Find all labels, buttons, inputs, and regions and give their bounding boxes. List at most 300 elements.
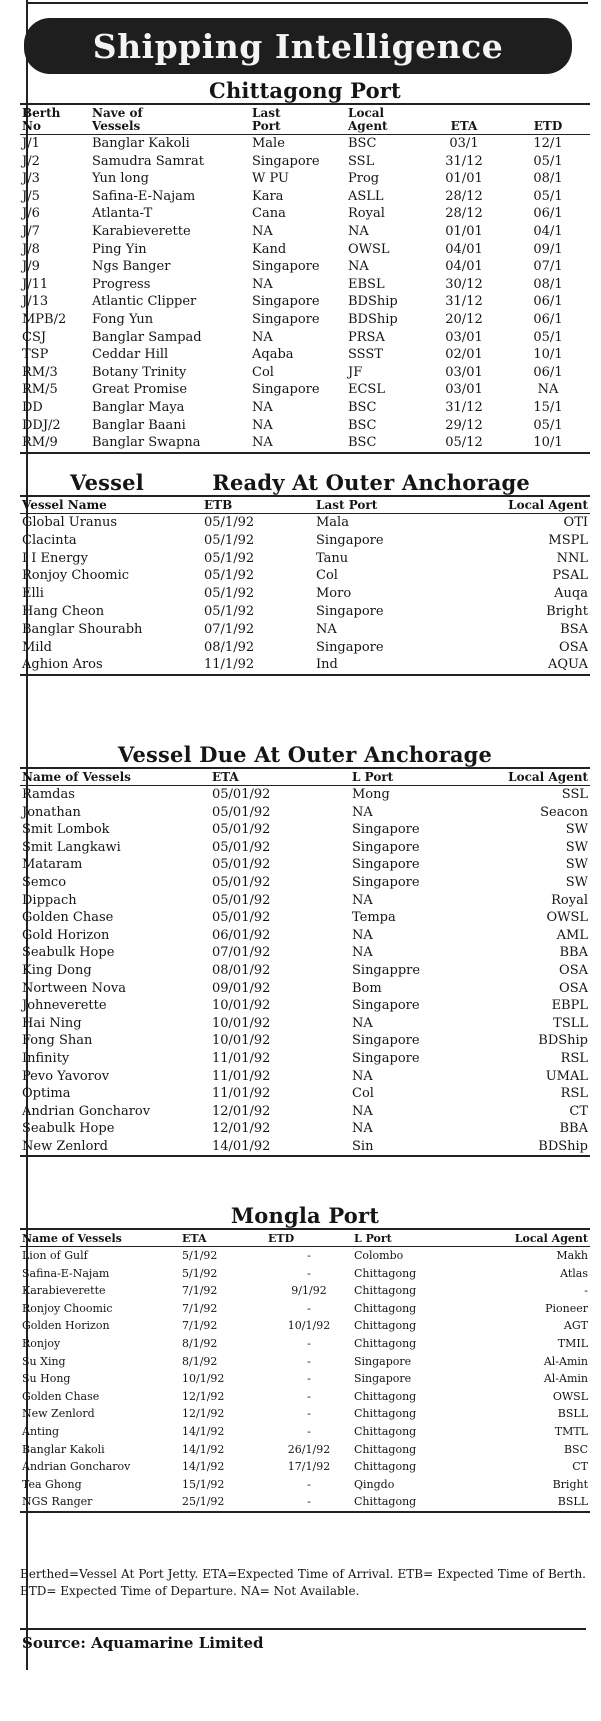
table-row — [20, 1068, 590, 1086]
table-row — [20, 241, 590, 259]
col-header-agent: Local Agent — [508, 770, 588, 784]
cell-agent: Prog — [348, 171, 380, 187]
table-row — [20, 927, 590, 945]
cell-eta: 05/01/92 — [212, 910, 271, 926]
cell-vessel: Anting — [22, 1424, 60, 1438]
cell-port: Singapore — [354, 1354, 412, 1368]
cell-port: Sin — [352, 1138, 374, 1154]
cell-agent: BSA — [560, 621, 588, 637]
table-row — [20, 804, 590, 822]
cell-eta: 02/01 — [445, 347, 483, 363]
cell-vessel: Karabieverette — [22, 1284, 106, 1298]
cell-etd: - — [307, 1336, 311, 1350]
cell-port: NA — [352, 804, 373, 820]
cell-vessel: Lion of Gulf — [22, 1249, 88, 1262]
cell-etd: 09/1 — [533, 241, 563, 257]
cell-port: Chittagong — [354, 1336, 417, 1350]
cell-agent: RSL — [560, 1086, 588, 1102]
cell-etd: - — [307, 1495, 311, 1509]
table-row — [20, 786, 590, 804]
cell-etb: 05/1/92 — [204, 568, 255, 584]
cell-vessel: Smit Lombok — [22, 822, 110, 838]
cell-etd: 15/1 — [533, 399, 563, 415]
cell-eta: 04/01 — [445, 259, 483, 275]
cell-agent: - — [584, 1284, 588, 1298]
table-row — [20, 1476, 590, 1494]
cell-etd: - — [307, 1266, 311, 1280]
cell-agent: SSL — [561, 787, 588, 802]
cell-etd: 08/1 — [533, 171, 563, 187]
cell-last-port: NA — [252, 399, 273, 415]
cell-etd: 06/1 — [533, 294, 563, 310]
cell-vessel: Johneverette — [22, 998, 107, 1014]
cell-agent: BSC — [348, 417, 377, 433]
table-row — [20, 603, 590, 621]
cell-etd: - — [307, 1249, 311, 1262]
cell-eta: 01/01 — [445, 223, 483, 239]
col-header-etd: ETD — [268, 1232, 295, 1245]
cell-last-port: Tanu — [316, 550, 349, 566]
cell-eta: 8/1/92 — [182, 1336, 218, 1350]
section-title-right: Ready At Outer Anchorage — [212, 470, 530, 495]
cell-vessel: Atlantic Clipper — [92, 294, 197, 310]
cell-port: Singapore — [352, 839, 420, 855]
top-rule — [26, 2, 588, 4]
table-row — [20, 1247, 590, 1265]
cell-agent: BSC — [348, 435, 377, 451]
table-row — [20, 1423, 590, 1441]
cell-etd: 05/1 — [533, 188, 563, 204]
cell-berth: DDJ/2 — [22, 417, 61, 433]
cell-vessel: Ronjoy — [22, 1336, 61, 1350]
cell-last-port: Kara — [252, 188, 284, 204]
cell-eta: 14/1/92 — [182, 1442, 225, 1456]
cell-agent: NA — [348, 223, 369, 239]
table-row — [20, 550, 590, 568]
cell-last-port: NA — [252, 417, 273, 433]
cell-port: Chittagong — [354, 1495, 417, 1509]
cell-port: Singapore — [352, 1050, 420, 1066]
cell-vessel: Banglar Maya — [92, 399, 185, 415]
table-row — [20, 1015, 590, 1033]
col-header-vessel: Vessel Name — [22, 498, 107, 512]
cell-agent: ASLL — [348, 188, 384, 204]
table-row — [20, 1282, 590, 1300]
cell-last-port: Singapore — [252, 311, 320, 327]
table-row — [20, 1441, 590, 1459]
cell-etd: - — [307, 1477, 311, 1491]
cell-agent: UMAL — [545, 1068, 588, 1084]
table-row — [20, 1353, 590, 1371]
cell-etd: - — [307, 1407, 311, 1421]
cell-eta: 5/1/92 — [182, 1249, 218, 1262]
cell-vessel: Ping Yin — [92, 241, 147, 257]
table-row — [20, 874, 590, 892]
cell-agent: OSA — [559, 639, 588, 655]
cell-eta: 04/01 — [445, 241, 483, 257]
cell-eta: 03/01 — [445, 329, 483, 345]
cell-vessel: New Zenlord — [22, 1407, 95, 1421]
cell-last-port: Singapore — [316, 639, 384, 655]
cell-eta: 05/12 — [445, 435, 483, 451]
table-row — [20, 1103, 590, 1121]
table-row — [20, 821, 590, 839]
cell-eta: 31/12 — [445, 153, 483, 169]
cell-vessel: Safina-E-Najam — [22, 1266, 110, 1280]
cell-agent: OSA — [559, 962, 588, 978]
col-header-vessel: Name of Vessels — [22, 770, 131, 784]
cell-port: Singapore — [352, 857, 420, 873]
cell-port: Qingdo — [354, 1477, 395, 1491]
cell-etd: 10/1 — [533, 347, 563, 363]
cell-port: Bom — [352, 980, 382, 996]
table-row — [20, 364, 590, 382]
cell-eta: 7/1/92 — [182, 1319, 218, 1333]
chittagong-table — [20, 105, 590, 452]
cell-vessel: Su Xing — [22, 1354, 66, 1368]
table-row — [20, 585, 590, 603]
cell-agent: BSLL — [557, 1407, 588, 1421]
cell-etd: 05/1 — [533, 417, 563, 433]
col-header-last-port: Last Port — [252, 106, 281, 133]
cell-vessel: Fong Yun — [92, 311, 154, 327]
table-row — [20, 399, 590, 417]
col-header-vessel: Nave of Vessels — [92, 106, 143, 133]
cell-agent: SW — [565, 839, 588, 855]
cell-vessel: Botany Trinity — [92, 364, 187, 380]
cell-berth: J/7 — [22, 223, 40, 239]
cell-eta: 10/01/92 — [212, 1033, 271, 1049]
cell-etd: 17/1/92 — [287, 1460, 331, 1474]
cell-agent: BDShip — [538, 1138, 588, 1154]
cell-etd: 07/1 — [533, 259, 563, 275]
table-row — [20, 1300, 590, 1318]
cell-vessel: Su Hong — [22, 1372, 71, 1386]
cell-agent: OWSL — [546, 910, 588, 926]
notes-rule — [20, 1628, 586, 1630]
cell-agent: SSL — [348, 153, 375, 169]
table-row — [20, 532, 590, 550]
cell-last-port: Singapore — [252, 382, 320, 398]
cell-vessel: King Dong — [22, 962, 92, 978]
table-header-row — [20, 105, 590, 135]
table-row — [20, 417, 590, 435]
table-row — [20, 329, 590, 347]
cell-agent: NA — [348, 259, 369, 275]
cell-berth: DD — [22, 399, 43, 415]
cell-last-port: NA — [252, 435, 273, 451]
cell-eta: 12/1/92 — [182, 1389, 225, 1403]
cell-vessel: Ngs Banger — [92, 259, 171, 275]
cell-berth: J/13 — [22, 294, 49, 310]
cell-eta: 14/1/92 — [182, 1460, 225, 1474]
cell-etd: 26/1/92 — [287, 1442, 331, 1456]
cell-eta: 31/12 — [445, 399, 483, 415]
table-row — [20, 381, 590, 399]
cell-vessel: Golden Chase — [22, 1389, 100, 1403]
cell-etb: 05/1/92 — [204, 586, 255, 602]
cell-vessel: Hang Cheon — [22, 603, 105, 619]
cell-port: Singapore — [352, 998, 420, 1014]
cell-agent: BSLL — [557, 1495, 588, 1509]
cell-etd: - — [307, 1424, 311, 1438]
cell-port: Chittagong — [354, 1266, 417, 1280]
cell-port: NA — [352, 1121, 373, 1137]
cell-etd: 06/1 — [533, 206, 563, 222]
table-row — [20, 1265, 590, 1283]
cell-eta: 05/01/92 — [212, 839, 271, 855]
cell-vessel: Andrian Goncharov — [22, 1460, 131, 1474]
cell-port: Mong — [352, 787, 390, 802]
cell-agent: Al-Amin — [543, 1372, 588, 1386]
cell-eta: 28/12 — [445, 206, 483, 222]
cell-last-port: Singapore — [252, 259, 320, 275]
table-row — [20, 656, 590, 674]
cell-port: Chittagong — [354, 1407, 417, 1421]
cell-agent: BDShip — [348, 311, 398, 327]
cell-berth: RM/5 — [22, 382, 58, 398]
cell-etd: - — [307, 1389, 311, 1403]
cell-berth: J/2 — [22, 153, 40, 169]
cell-agent: Pioneer — [545, 1301, 588, 1315]
cell-berth: CSJ — [22, 329, 47, 345]
cell-vessel: Infinity — [22, 1050, 70, 1066]
cell-last-port: Aqaba — [252, 347, 294, 363]
cell-last-port: Singapore — [316, 532, 384, 548]
cell-eta: 12/1/92 — [182, 1407, 225, 1421]
cell-vessel: Mataram — [22, 857, 83, 873]
cell-port: Colombo — [354, 1249, 404, 1262]
table-row — [20, 170, 590, 188]
cell-port: Chittagong — [354, 1442, 417, 1456]
cell-eta: 01/01 — [445, 171, 483, 187]
cell-last-port: Cana — [252, 206, 286, 222]
cell-last-port: Moro — [316, 586, 352, 602]
section-title: Chittagong Port — [209, 78, 401, 103]
table-row — [20, 223, 590, 241]
cell-vessel: Global Uranus — [22, 515, 118, 530]
table-row — [20, 1370, 590, 1388]
cell-vessel: Seabulk Hope — [22, 945, 115, 961]
cell-port: Singapore — [352, 822, 420, 838]
cell-vessel: Semco — [22, 874, 67, 890]
cell-eta: 07/01/92 — [212, 945, 271, 961]
cell-etd: 12/1 — [533, 136, 563, 151]
cell-etd: 9/1/92 — [291, 1284, 327, 1298]
cell-agent: SW — [565, 857, 588, 873]
cell-etd: 06/1 — [533, 364, 563, 380]
cell-agent: JF — [348, 364, 363, 380]
cell-vessel: Banglar Shourabh — [22, 621, 143, 637]
cell-port: Chittagong — [354, 1301, 417, 1315]
source-credit: Source: Aquamarine Limited — [22, 1634, 264, 1652]
cell-etb: 05/1/92 — [204, 550, 255, 566]
cell-etd: 05/1 — [533, 153, 563, 169]
cell-last-port: NA — [252, 223, 273, 239]
cell-eta: 7/1/92 — [182, 1284, 218, 1298]
cell-eta: 10/1/92 — [182, 1372, 225, 1386]
cell-berth: TSP — [22, 347, 49, 363]
cell-agent: Al-Amin — [543, 1354, 588, 1368]
cell-berth: J/5 — [22, 188, 40, 204]
mongla-rows — [20, 1247, 590, 1511]
table-row — [20, 293, 590, 311]
cell-agent: BSC — [563, 1442, 588, 1456]
cell-vessel: Golden Horizon — [22, 1319, 110, 1333]
cell-eta: 14/01/92 — [212, 1138, 271, 1154]
cell-vessel: Nortween Nova — [22, 980, 126, 996]
col-header-eta: ETA — [212, 770, 239, 784]
cell-eta: 05/01/92 — [212, 874, 271, 890]
cell-agent: Seacon — [540, 804, 588, 820]
cell-eta: 05/01/92 — [212, 787, 271, 802]
table-row — [20, 1458, 590, 1476]
cell-agent: BDShip — [538, 1033, 588, 1049]
cell-berth: RM/9 — [22, 435, 58, 451]
cell-agent: OWSL — [552, 1389, 588, 1403]
cell-port: NA — [352, 892, 373, 908]
table-row — [20, 962, 590, 980]
cell-vessel: Ronjoy Choomic — [22, 1301, 113, 1315]
cell-agent: AGT — [563, 1319, 588, 1333]
cell-vessel: Seabulk Hope — [22, 1121, 115, 1137]
cell-etb: 11/1/92 — [204, 657, 255, 673]
cell-last-port: Mala — [316, 515, 349, 530]
cell-port: NA — [352, 1068, 373, 1084]
cell-port: NA — [352, 927, 373, 943]
cell-etd: 04/1 — [533, 223, 563, 239]
table-row — [20, 567, 590, 585]
table-row — [20, 1085, 590, 1103]
cell-vessel: Fong Shan — [22, 1033, 93, 1049]
cell-berth: J/1 — [22, 136, 40, 151]
cell-etd: 08/1 — [533, 276, 563, 292]
cell-port: Chittagong — [354, 1389, 417, 1403]
cell-etd: - — [307, 1372, 311, 1386]
cell-last-port: NA — [316, 621, 337, 637]
cell-vessel: Andrian Goncharov — [22, 1103, 151, 1119]
cell-agent: OTI — [563, 515, 588, 530]
cell-etb: 05/1/92 — [204, 603, 255, 619]
table-row — [20, 434, 590, 452]
cell-port: Singapore — [354, 1372, 412, 1386]
table-row — [20, 1120, 590, 1138]
cell-port: Chittagong — [354, 1284, 417, 1298]
cell-agent: CT — [572, 1460, 588, 1474]
col-header-etd: ETD — [533, 119, 563, 133]
cell-etd: 10/1 — [533, 435, 563, 451]
cell-eta: 8/1/92 — [182, 1354, 218, 1368]
cell-vessel: Golden Chase — [22, 910, 114, 926]
table-row — [20, 980, 590, 998]
table-row — [20, 1335, 590, 1353]
ready-table — [20, 497, 590, 674]
cell-agent: Auqa — [554, 586, 588, 602]
cell-vessel: Gold Horizon — [22, 927, 110, 943]
cell-port: Chittagong — [354, 1319, 417, 1333]
cell-vessel: Hai Ning — [22, 1015, 82, 1031]
table-row — [20, 856, 590, 874]
cell-eta: 15/1/92 — [182, 1477, 225, 1491]
cell-eta: 12/01/92 — [212, 1103, 271, 1119]
cell-eta: 20/12 — [445, 311, 483, 327]
cell-vessel: Banglar Baani — [92, 417, 186, 433]
table-row — [20, 909, 590, 927]
cell-vessel: Dippach — [22, 892, 77, 908]
cell-eta: 06/01/92 — [212, 927, 271, 943]
table-row — [20, 276, 590, 294]
cell-vessel: Jonathan — [22, 804, 81, 820]
cell-agent: EBPL — [551, 998, 588, 1014]
chittagong-table-box — [20, 103, 590, 454]
cell-agent: Royal — [348, 206, 385, 222]
cell-vessel: Banglar Swapna — [92, 435, 201, 451]
cell-port: NA — [352, 1015, 373, 1031]
col-header-agent: Local Agent — [508, 498, 588, 512]
cell-eta: 09/01/92 — [212, 980, 271, 996]
cell-agent: Makh — [556, 1249, 588, 1262]
cell-vessel: Karabieverette — [92, 223, 191, 239]
col-header-agent: Local Agent — [514, 1232, 588, 1245]
cell-etb: 05/1/92 — [204, 532, 255, 548]
cell-vessel: Mild — [22, 639, 52, 655]
cell-vessel: New Zenlord — [22, 1138, 108, 1154]
cell-vessel: Elli — [22, 586, 44, 602]
cell-last-port: Kand — [252, 241, 287, 257]
cell-agent: BSC — [348, 399, 377, 415]
due-table-box — [20, 767, 590, 1157]
cell-eta: 03/01 — [445, 382, 483, 398]
cell-eta: 7/1/92 — [182, 1301, 218, 1315]
abbreviation-notes: Berthed=Vessel At Port Jetty. ETA=Expected Time of Arrival. ETB= Expected Time of Berth. ETD= Expected Time of Departure. NA= Not Available. — [20, 1567, 586, 1598]
table-row — [20, 1388, 590, 1406]
cell-agent: BSC — [348, 136, 377, 151]
table-row — [20, 1405, 590, 1423]
cell-port: Singapore — [352, 874, 420, 890]
table-row — [20, 153, 590, 171]
cell-agent: BDShip — [348, 294, 398, 310]
cell-vessel: Banglar Kakoli — [22, 1442, 105, 1456]
cell-eta: 5/1/92 — [182, 1266, 218, 1280]
cell-port: Chittagong — [354, 1460, 417, 1474]
table-row — [20, 839, 590, 857]
cell-vessel: Safina-E-Najam — [92, 188, 196, 204]
cell-etb: 07/1/92 — [204, 621, 255, 637]
col-header-eta: ETA — [450, 119, 478, 133]
table-row — [20, 892, 590, 910]
cell-eta: 12/01/92 — [212, 1121, 271, 1137]
cell-eta: 11/01/92 — [212, 1050, 271, 1066]
cell-agent: NNL — [556, 550, 588, 566]
mongla-table — [20, 1230, 590, 1511]
col-header-port: L Port — [354, 1232, 392, 1245]
cell-port: Col — [352, 1086, 374, 1102]
cell-port: Singappre — [352, 962, 421, 978]
table-row — [20, 1138, 590, 1156]
cell-last-port: Singapore — [252, 294, 320, 310]
cell-vessel: Tea Ghong — [22, 1477, 82, 1491]
cell-berth: J/11 — [22, 276, 49, 292]
cell-etb: 08/1/92 — [204, 639, 255, 655]
cell-vessel: Pevo Yavorov — [22, 1068, 110, 1084]
col-header-agent: Local Agent — [348, 106, 388, 133]
due-at-outer-anchorage-section — [20, 742, 590, 1157]
table-row — [20, 1050, 590, 1068]
cell-etb: 05/1/92 — [204, 515, 255, 530]
cell-agent: EBSL — [348, 276, 385, 292]
cell-eta: 05/01/92 — [212, 804, 271, 820]
cell-eta: 25/1/92 — [182, 1495, 225, 1509]
